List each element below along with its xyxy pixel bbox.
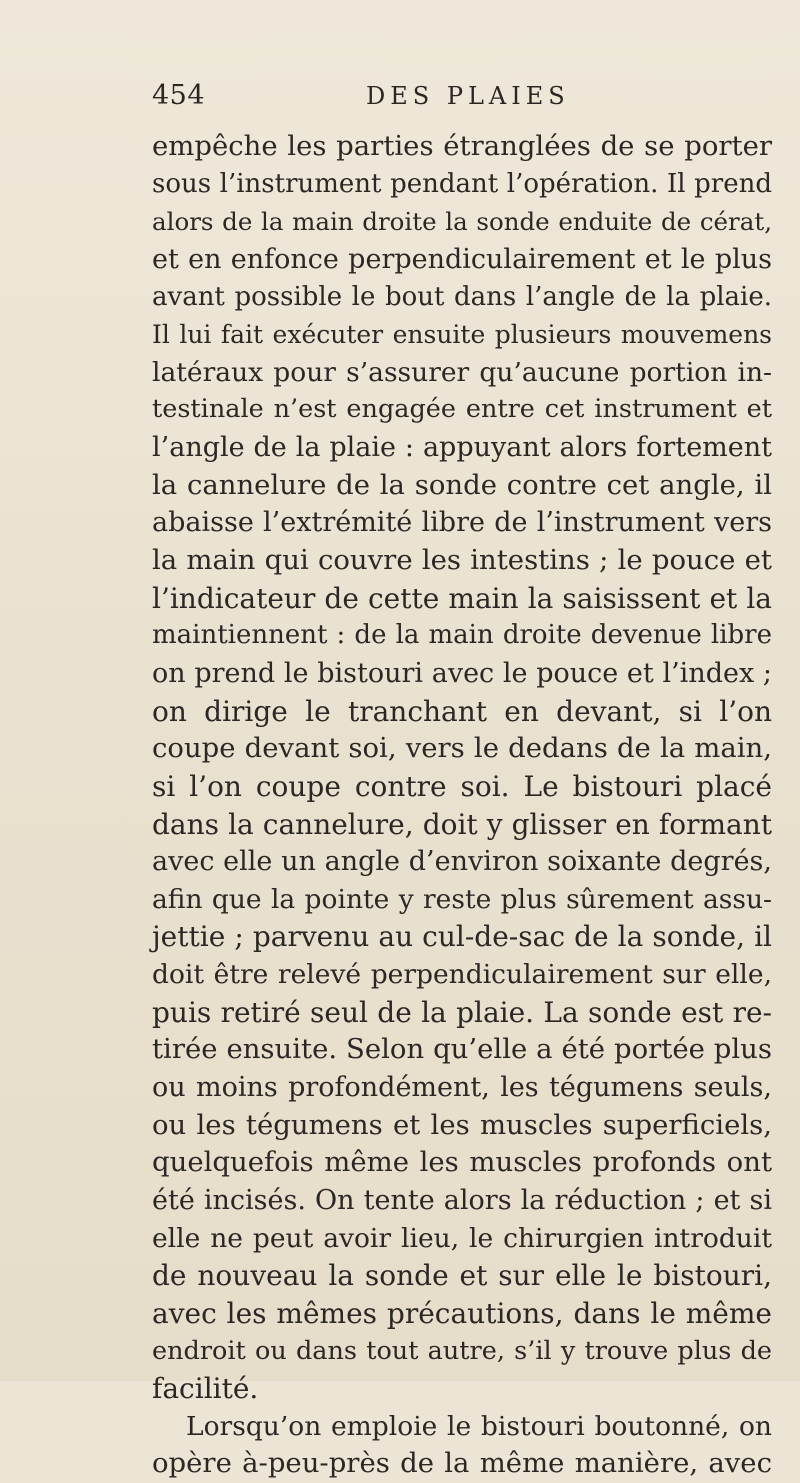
text-line: opère à-peu-près de la même manière, avec (152, 1447, 772, 1480)
text-line: dans la cannelure, doit y glisser en formant (152, 807, 772, 841)
text-line: avant possible le bout dans l’angle de la plaie. (152, 281, 772, 312)
text-line: on dirige le tranchant en devant, si l’on (152, 694, 772, 728)
text-line: l’angle de la plaie : appuyant alors fortement (152, 432, 772, 464)
text-line: avec elle un angle d’environ soixante degrés, (152, 846, 772, 878)
text-line: coupe devant soi, vers le dedans de la main, (152, 732, 772, 765)
text-line: on prend le bistouri avec le pouce et l’index ; (152, 657, 772, 689)
text-line: l’indicateur de cette main la saisissent et la (152, 581, 772, 615)
text-line: avec les mêmes précautions, dans le même (152, 1296, 772, 1330)
text-line: ou les tégumens et les muscles superficiels, (152, 1108, 772, 1141)
text-line: latéraux pour s’assurer qu’aucune portion in- (152, 356, 772, 388)
text-line: endroit ou dans tout autre, s’il y trouve plus de (152, 1335, 772, 1366)
text-line: tirée ensuite. Selon qu’elle a été portée plus (152, 1033, 772, 1066)
text-line: facilité. (152, 1372, 259, 1406)
text-line: la main qui couvre les intestins ; le pouce et (152, 544, 772, 577)
text-line: si l’on coupe contre soi. Le bistouri placé (152, 769, 772, 803)
text-line: afin que la pointe y reste plus sûrement assu- (152, 883, 772, 915)
text-line: empêche les parties étranglées de se porter (152, 130, 772, 162)
text-line: jettie ; parvenu au cul-de-sac de la sonde, il (152, 920, 772, 954)
text-line: Lorsqu’on emploie le bistouri boutonné, on (186, 1410, 772, 1442)
text-line: maintiennent : de la main droite devenue libre (152, 620, 772, 651)
text-line: doit être relevé perpendiculairement sur elle, (152, 959, 772, 991)
text-line: été incisés. On tente alors la réduction ; et si (152, 1184, 772, 1216)
text-line: Il lui fait exécuter ensuite plusieurs mouvemens (152, 320, 772, 350)
text-line: elle ne peut avoir lieu, le chirurgien introduit (152, 1222, 772, 1254)
running-title: DES PLAIES (366, 82, 570, 110)
page-header (152, 80, 762, 120)
text-line: alors de la main droite la sonde enduite de cérat, (152, 207, 772, 237)
text-line: la cannelure de la sonde contre cet angle, il (152, 468, 772, 501)
text-line: sous l’instrument pendant l’opération. Il prend (152, 168, 772, 199)
text-line: quelquefois même les muscles profonds ont (152, 1146, 772, 1179)
text-line: testinale n’est engagée entre cet instrument et (152, 394, 772, 425)
text-line: ou moins profondément, les tégumens seuls, (152, 1072, 772, 1104)
text-line: puis retiré seul de la plaie. La sonde est re- (152, 995, 772, 1029)
text-line: et en enfonce perpendiculairement et le plus (152, 243, 772, 275)
body-text (152, 128, 772, 1483)
text-line: abaisse l’extrémité libre de l’instrument vers (152, 507, 772, 539)
text-line: de nouveau la sonde et sur elle le bistouri, (152, 1259, 772, 1293)
page-number: 454 (152, 80, 206, 111)
